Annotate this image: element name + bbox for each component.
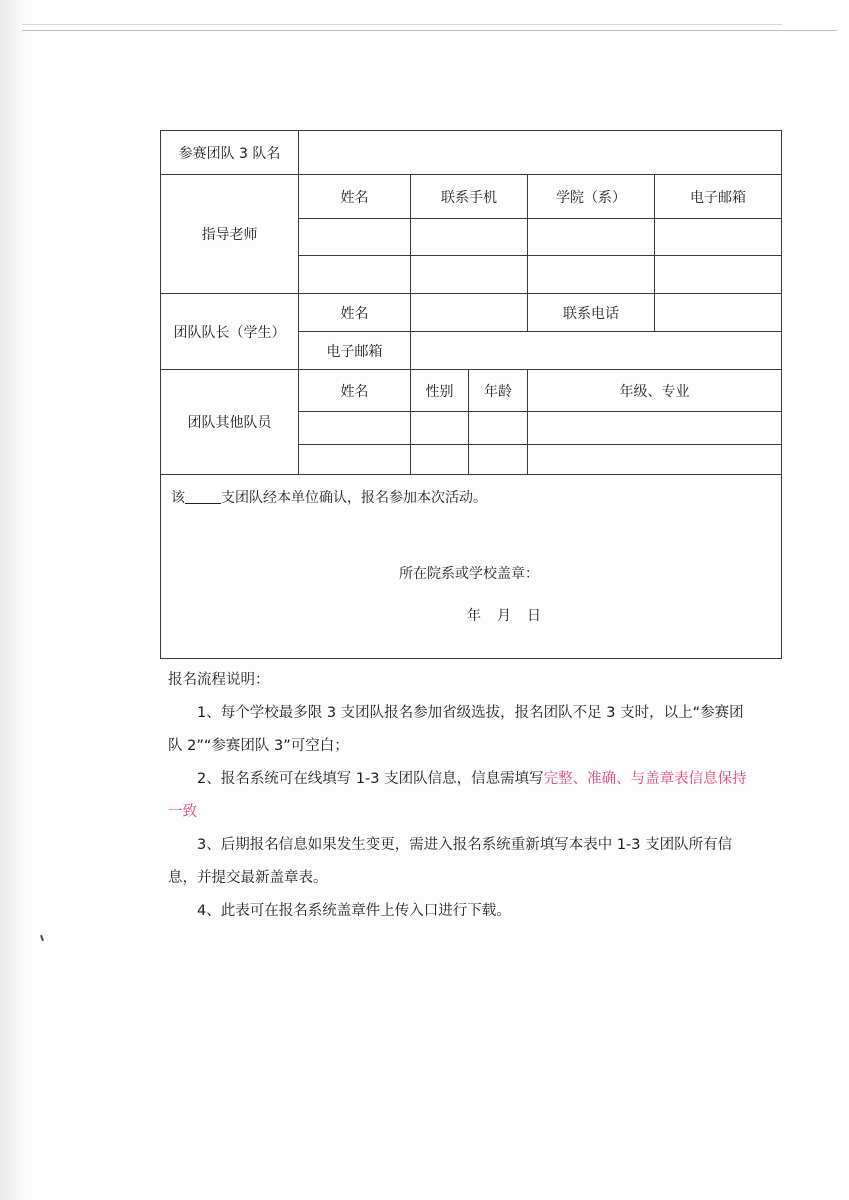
- members-header-grade-major: 年级、专业: [528, 370, 782, 412]
- instruction-item-2: [168, 763, 758, 829]
- instruction-item-4: 4、此表可在报名系统盖章件上传入口进行下载。: [197, 903, 511, 919]
- instruction-item-1: 1、每个学校最多限 3 支团队报名参加省级选拔，报名团队不足 3 支时，以上“参赛团队 2”“参赛团队 3”可空白；: [168, 705, 744, 754]
- leader-row-1: [161, 294, 782, 332]
- member-1-grade-major-field[interactable]: [528, 412, 782, 445]
- advisor-header-row: [161, 175, 782, 219]
- advisor-label: 指导老师: [161, 175, 299, 294]
- member-1-gender-field[interactable]: [411, 412, 469, 445]
- scan-speck: [40, 935, 44, 941]
- advisor-header-college: 学院（系）: [528, 175, 655, 219]
- instruction-item-2-highlight: 完整、准确、与盖章表信息保持一致: [168, 771, 747, 820]
- team-name-row: [161, 131, 782, 175]
- advisor-1-name-field[interactable]: [299, 219, 411, 256]
- advisor-2-college-field[interactable]: [528, 256, 655, 294]
- advisor-1-college-field[interactable]: [528, 219, 655, 256]
- member-2-grade-major-field[interactable]: [528, 445, 782, 475]
- members-header-age: 年龄: [469, 370, 528, 412]
- confirmation-row: [161, 475, 782, 659]
- advisor-header-name: 姓名: [299, 175, 411, 219]
- instruction-item-3: 3、后期报名信息如果发生变更，需进入报名系统重新填写本表中 1-3 支团队所有信息，并提交最新盖章表。: [168, 837, 733, 886]
- members-label: 团队其他队员: [161, 370, 299, 475]
- members-header-row: [161, 370, 782, 412]
- members-header-gender: 性别: [411, 370, 469, 412]
- advisor-2-name-field[interactable]: [299, 256, 411, 294]
- leader-phone-field[interactable]: [655, 294, 782, 332]
- member-2-name-field[interactable]: [299, 445, 411, 475]
- registration-form-table: [160, 130, 782, 659]
- advisor-header-phone: 联系手机: [411, 175, 528, 219]
- advisor-2-phone-field[interactable]: [411, 256, 528, 294]
- date-label: 年 月 日: [467, 608, 542, 624]
- scan-top-edge: [22, 24, 782, 25]
- confirmation-suffix: 支团队经本单位确认，报名参加本次活动。: [221, 490, 487, 506]
- leader-phone-label: 联系电话: [528, 294, 655, 332]
- scan-top-line: [22, 30, 837, 31]
- confirmation-statement: [171, 487, 487, 507]
- member-1-age-field[interactable]: [469, 412, 528, 445]
- advisor-1-email-field[interactable]: [655, 219, 782, 256]
- members-header-name: 姓名: [299, 370, 411, 412]
- team-name-field[interactable]: [299, 131, 782, 175]
- leader-email-field[interactable]: [411, 332, 782, 370]
- team-name-label: 参赛团队 3 队名: [161, 131, 299, 175]
- confirmation-cell: [161, 475, 782, 659]
- leader-name-field[interactable]: [411, 294, 528, 332]
- seal-label: 所在院系或学校盖章：: [399, 566, 539, 582]
- leader-email-label: 电子邮箱: [299, 332, 411, 370]
- registration-instructions: [168, 664, 758, 928]
- leader-label: 团队队长（学生）: [161, 294, 299, 370]
- instruction-item-2-text: 2、报名系统可在线填写 1-3 支团队信息，信息需填写: [197, 771, 544, 787]
- advisor-2-email-field[interactable]: [655, 256, 782, 294]
- member-1-name-field[interactable]: [299, 412, 411, 445]
- scan-edge-shadow: [0, 0, 26, 1200]
- member-2-age-field[interactable]: [469, 445, 528, 475]
- leader-name-label: 姓名: [299, 294, 411, 332]
- member-2-gender-field[interactable]: [411, 445, 469, 475]
- team-count-blank[interactable]: [185, 489, 221, 504]
- confirmation-prefix: 该: [171, 490, 185, 506]
- advisor-header-email: 电子邮箱: [655, 175, 782, 219]
- advisor-1-phone-field[interactable]: [411, 219, 528, 256]
- instructions-heading: 报名流程说明：: [168, 672, 270, 688]
